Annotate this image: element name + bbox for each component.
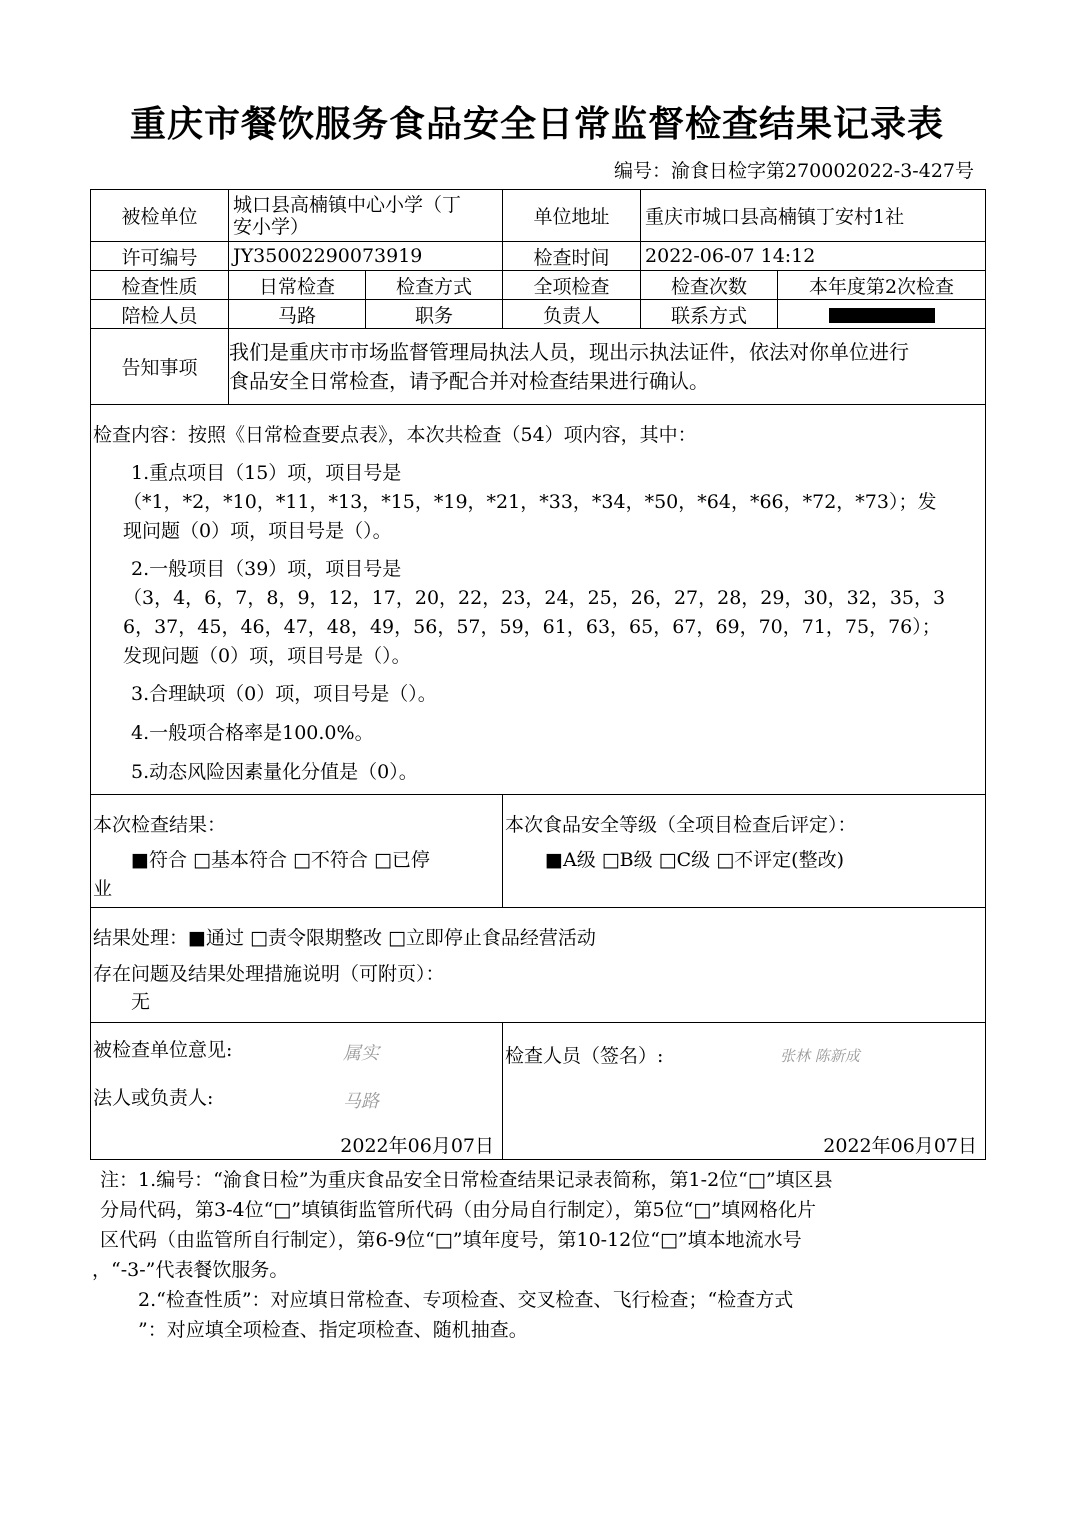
pass-rate: 4.一般项合格率是100.0%。 [131, 722, 374, 744]
unit-row [91, 190, 986, 242]
result-options: ■符合 □基本符合 □不符合 □已停 [131, 849, 430, 871]
result-cell: 本次检查结果： ■符合 □基本符合 □不符合 □已停 业 [91, 795, 503, 908]
unit-label: 被检单位 [91, 190, 229, 242]
content-row [91, 405, 986, 795]
escort-label: 陪检人员 [91, 300, 229, 329]
notice-row [91, 329, 986, 405]
address-label: 单位地址 [503, 190, 641, 242]
inspector-label: 检查人员（签名）: [505, 1045, 664, 1067]
risk-score: 5.动态风险因素量化分值是（0）。 [131, 761, 418, 783]
inspection-form [90, 189, 986, 1160]
method-value: 全项检查 [503, 271, 641, 300]
opinion-label: 被检查单位意见: [93, 1039, 233, 1061]
nature-value: 日常检查 [229, 271, 366, 300]
unit-value: 城口县高楠镇中心小学（丁 安小学） [229, 190, 503, 242]
count-value: 本年度第2次检查 [778, 271, 986, 300]
problem-value: 无 [131, 991, 151, 1013]
content-cell [91, 405, 986, 795]
time-label: 检查时间 [503, 242, 641, 271]
escort-value: 马路 [229, 300, 366, 329]
position-label: 职务 [366, 300, 503, 329]
handling-row [91, 908, 986, 1023]
escort-row [91, 300, 986, 329]
general-items: 2.一般项目（39）项，项目号是 （3，4，6，7，8，9，12，17，20，22，23，24，25，26，27，28，29，30，32，35，3 6，37，45，46，47，48，49，56，57，59，61，63，65，67，69，70，71，75，76）； 发现问题（0）项，项目号是（）。 [123, 558, 946, 667]
license-row [91, 242, 986, 271]
legal-signature: 马路 [343, 1091, 379, 1112]
address-value: 重庆市城口县高楠镇丁安村1社 [641, 190, 986, 242]
signature-row [91, 1023, 986, 1160]
time-value: 2022-06-07 14:12 [641, 242, 986, 271]
handling-line: 结果处理：■通过 □责令限期整改 □立即停止食品经营活动 [93, 927, 596, 949]
right-date: 2022年06月07日 [823, 1135, 978, 1157]
nature-label: 检查性质 [91, 271, 229, 300]
page-title: 重庆市餐饮服务食品安全日常监督检查结果记录表 [129, 104, 944, 145]
footnotes: 注：1.编号：“渝食日检”为重庆食品安全日常检查结果记录表简称，第1-2位“□”填区县 分局代码，第3-4位“□”填镇街监管所代码（由分局自行制定），第5位“□”填网格化片 区代码（由监管所自行制定），第6-9位“□”填年度号，第10-12位“□”填本地流水号 ，“-3-”代表餐饮服务。 2.“检查性质”：对应填日常检查、专项检查、交叉检查、飞行检查；“检查方式 ”：对应填全项检查、指定项检查、随机抽查。 [92, 1169, 833, 1341]
contact-value [778, 300, 986, 329]
method-label: 检查方式 [366, 271, 503, 300]
reasonable-items: 3.合理缺项（0）项，项目号是（）。 [131, 683, 437, 705]
problem-label: 存在问题及结果处理措施说明（可附页）： [93, 963, 445, 985]
inspector-signature: 张林 陈新成 [780, 1047, 860, 1065]
contact-label: 联系方式 [641, 300, 778, 329]
opinion-signature: 属实 [343, 1043, 379, 1064]
redacted-block [829, 308, 935, 323]
handling-cell [91, 908, 986, 1023]
content-intro: 检查内容：按照《日常检查要点表》，本次共检查（54）项内容，其中： [93, 424, 697, 446]
left-signature-cell [91, 1023, 503, 1160]
license-label: 许可编号 [91, 242, 229, 271]
level-cell [503, 795, 986, 908]
right-signature-cell [503, 1023, 986, 1160]
nature-row [91, 271, 986, 300]
left-date: 2022年06月07日 [340, 1135, 495, 1157]
result-row [91, 795, 986, 908]
result-label: 本次检查结果： [93, 814, 227, 836]
level-label: 本次食品安全等级（全项目检查后评定）： [505, 814, 857, 836]
count-label: 检查次数 [641, 271, 778, 300]
document-number: 编号：渝食日检字第270002022-3-427号 [614, 160, 974, 182]
license-value: JY35002290073919 [229, 242, 503, 271]
key-items: 1.重点项目（15）项，项目号是 （*1，*2，*10，*11，*13，*15，*19，*21，*33，*34，*50，*64，*66，*72，*73）；发 现问题（0）项，项目号是（）。 [123, 462, 937, 542]
notice-text: 我们是重庆市市场监督管理局执法人员，现出示执法证件，依法对你单位进行 食品安全日常检查，请予配合并对检查结果进行确认。 [229, 329, 986, 405]
position-value: 负责人 [503, 300, 641, 329]
level-options: ■A级 □B级 □C级 □不评定(整改) [545, 849, 844, 871]
legal-label: 法人或负责人: [93, 1087, 214, 1109]
notice-label: 告知事项 [91, 329, 229, 405]
